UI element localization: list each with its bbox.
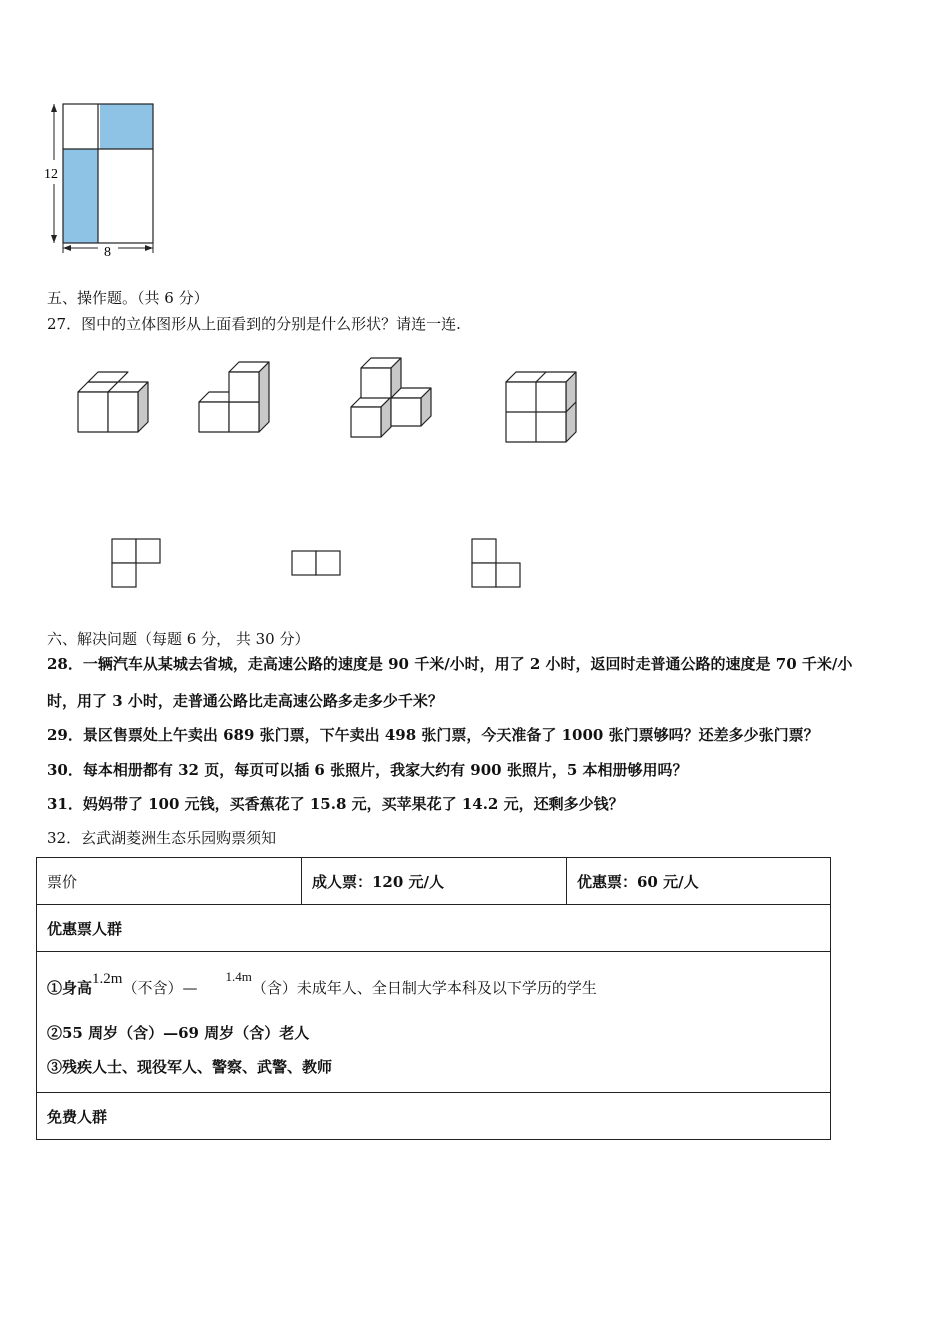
discount-item-1: ①身高1.2m（不含）—1.4m（含）未成年人、全日制大学本科及以下学历的学生 <box>47 969 597 997</box>
question-27: 27．图中的立体图形从上面看到的分别是什么形状？请连一连. <box>47 315 461 333</box>
discount-item-3: ③残疾人士、现役军人、警察、武警、教师 <box>47 1058 333 1076</box>
price-label: 票价 <box>37 858 302 905</box>
solid-figures <box>70 350 590 450</box>
height-label: 12 <box>44 167 58 182</box>
question-28-line1: 28．一辆汽车从某城去省城，走高速公路的速度是 90 千米/小时，用了 2 小时，返回时走普通公路的速度是 70 千米/小 <box>47 655 853 673</box>
question-29: 29．景区售票处上午卖出 689 张门票，下午卖出 498 张门票，今天准备了 1000 张门票够吗？还差多少张门票？ <box>47 726 819 744</box>
rectangle-figure <box>40 98 165 263</box>
section6-heading: 六、解决问题（每题 6 分， 共 30 分） <box>47 630 310 648</box>
discount-group-label: 优惠票人群 <box>37 905 831 952</box>
section5-heading: 五、操作题。（共 6 分） <box>47 289 209 307</box>
ticket-table <box>36 857 831 1140</box>
top-view-3 <box>472 539 520 587</box>
solid-2 <box>199 362 269 432</box>
height-1-2m: 1.2m <box>92 971 123 987</box>
height-1-4m: 1.4m <box>225 969 252 984</box>
solid-3 <box>351 358 431 437</box>
question-30: 30．每本相册都有 32 页，每页可以插 6 张照片，我家大约有 900 张照片，5 本相册够用吗？ <box>47 761 688 779</box>
question-28-line2: 时，用了 3 小时，走普通公路比走高速公路多走多少千米？ <box>47 692 443 710</box>
adult-price: 成人票：120 元/人 <box>302 858 567 905</box>
free-group-label: 免费人群 <box>37 1093 831 1140</box>
discount-group-list <box>37 952 831 1093</box>
question-31: 31．妈妈带了 100 元钱，买香蕉花了 15.8 元，买苹果花了 14.2 元，还剩多少钱？ <box>47 795 624 813</box>
width-label: 8 <box>104 245 111 260</box>
discount-item-2: ②55 周岁（含）—69 周岁（含）老人 <box>47 1024 310 1042</box>
shaded-left-bottom <box>63 149 98 243</box>
question-32: 32．玄武湖菱洲生态乐园购票须知 <box>47 829 277 847</box>
solid-1 <box>78 372 148 432</box>
shaded-top-right <box>100 104 153 149</box>
discount-price: 优惠票：60 元/人 <box>567 858 831 905</box>
top-view-2 <box>292 551 340 575</box>
top-views <box>100 530 540 600</box>
top-view-1 <box>112 539 160 587</box>
solid-4 <box>506 372 576 442</box>
